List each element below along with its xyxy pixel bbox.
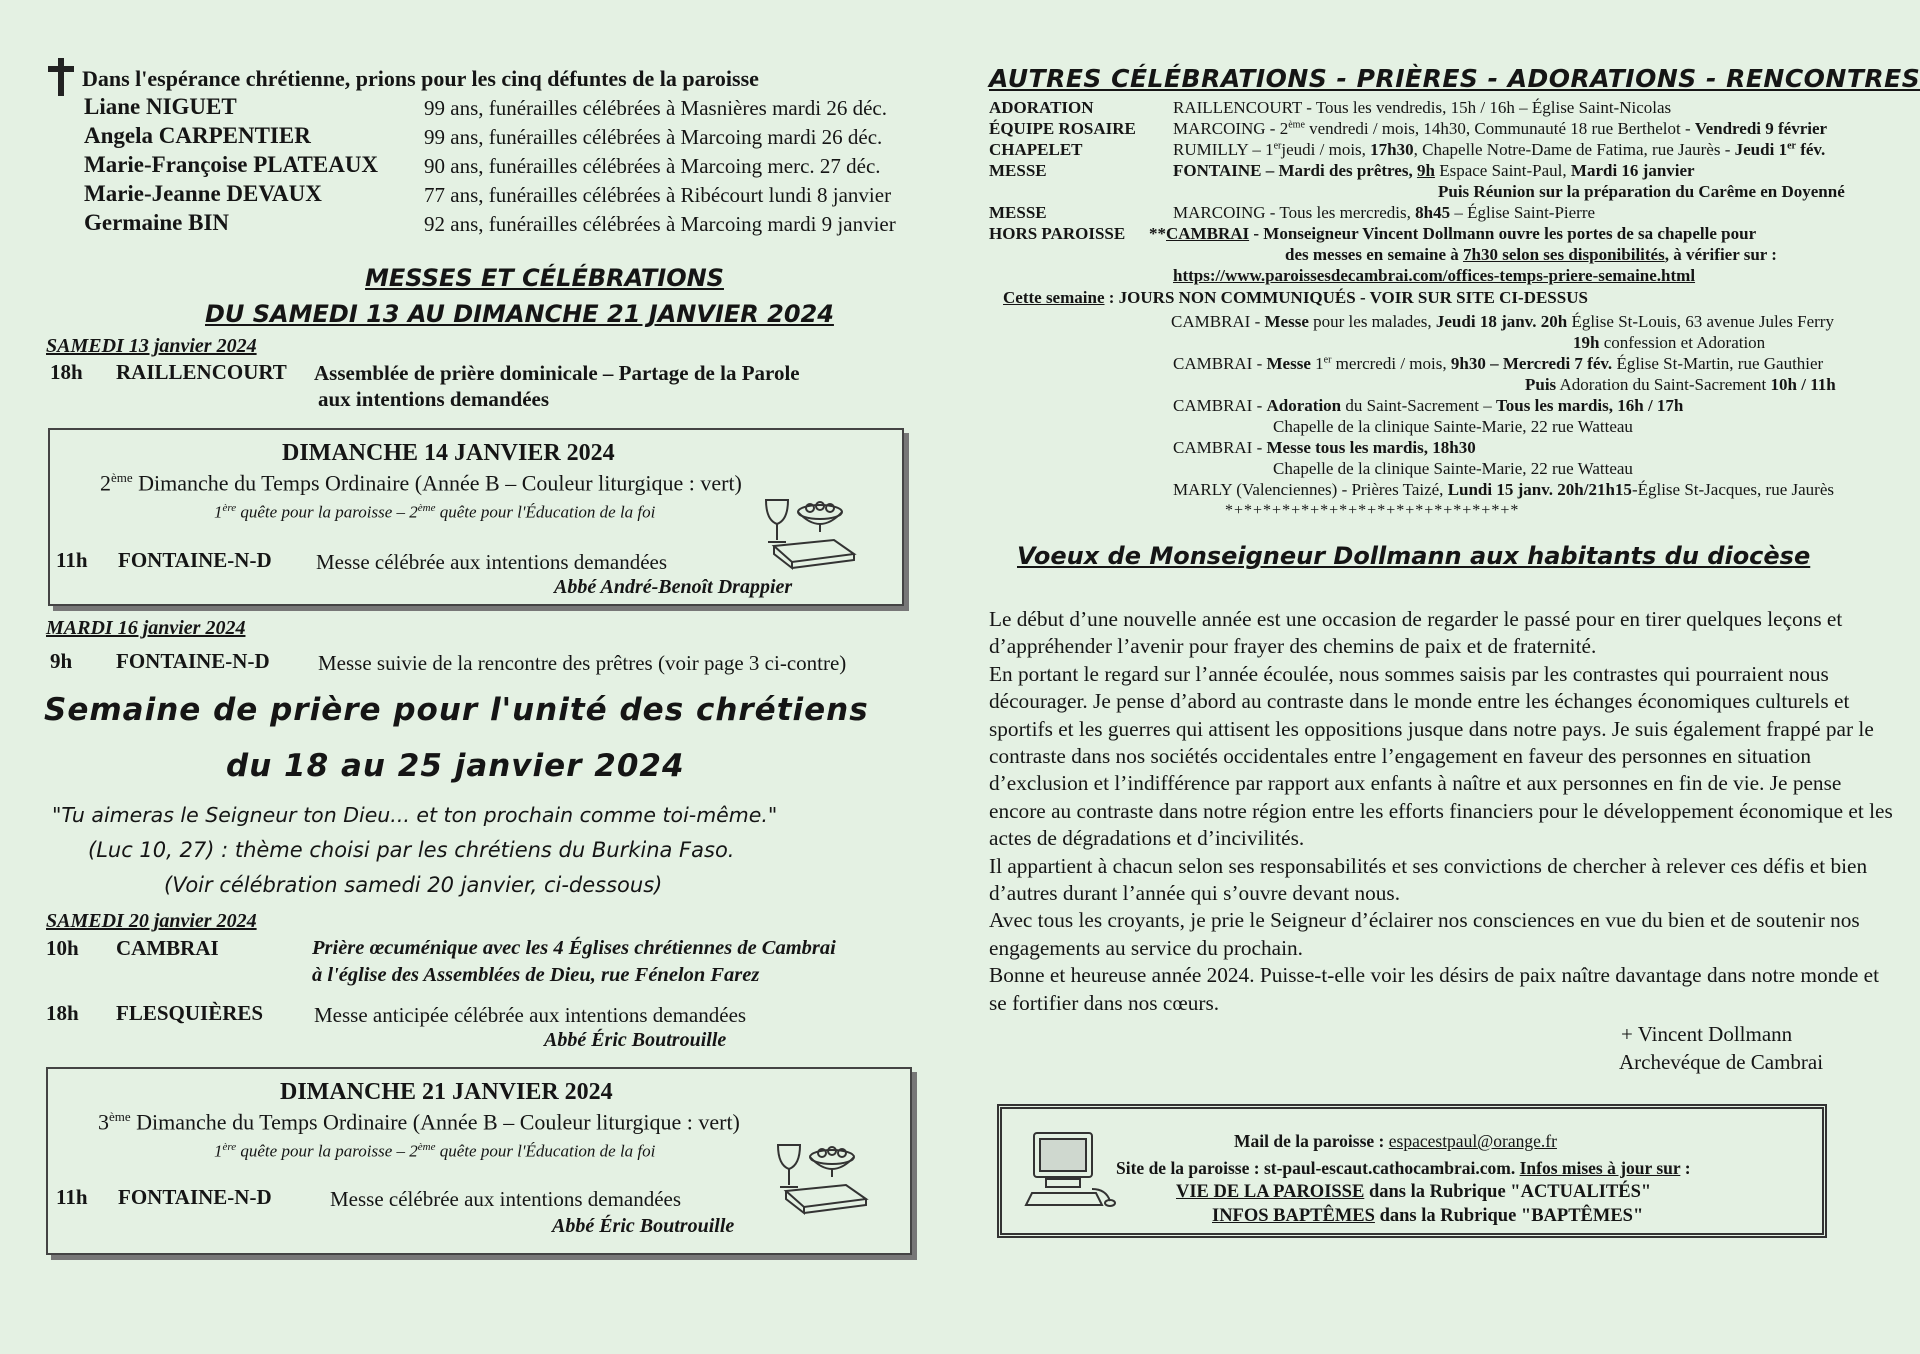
row-text: RAILLENCOURT - Tous les vendredis, 15h / 16h – Église Saint-Nicolas bbox=[1173, 98, 1672, 117]
text-part: jeudi / mois, bbox=[1281, 140, 1371, 159]
letter-paragraph: Avec tous les croyants, je prie le Seigneur d’éclairer nos consciences en vue du bien et de soutenir nos engagements au service du prochain. bbox=[989, 908, 1860, 960]
row-label: MESSE bbox=[989, 203, 1047, 222]
text-part: CAMBRAI - bbox=[1171, 312, 1265, 331]
sunday-ordinal-suffix: ème bbox=[109, 1109, 131, 1124]
contact-box bbox=[997, 1104, 1827, 1238]
row-text bbox=[1171, 312, 1834, 332]
masses-title: MESSES ET CÉLÉBRATIONS bbox=[365, 264, 724, 292]
letter-paragraph: Le début d’une nouvelle année est une occasion de regarder le passé pour en tirer quelques leçons et d’appréhender l’avenir pour frayer des chemins de paix et de fraternité. bbox=[989, 607, 1843, 659]
sunday-ordinal: 2 bbox=[100, 470, 111, 496]
text-part: MARCOING - Tous les mercredis, bbox=[1173, 203, 1416, 222]
baptism-line bbox=[1212, 1206, 1643, 1227]
date-heading: SAMEDI 13 janvier 2024 bbox=[46, 335, 257, 357]
unity-week-title: Semaine de prière pour l'unité des chrétiens bbox=[44, 692, 869, 728]
sunday-box bbox=[46, 1067, 912, 1255]
wishes-title: Voeux de Monseigneur Dollmann aux habitants du diocèse bbox=[1017, 542, 1811, 570]
collection-note-part: quête pour l'Éducation de la foi bbox=[435, 502, 656, 522]
text-part: Tous les mardis, 16h / 17h bbox=[1496, 396, 1684, 415]
unity-see-celebration: (Voir célébration samedi 20 janvier, ci-dessous) bbox=[164, 873, 663, 897]
baptism-rubric: dans la Rubrique "BAPTÊMES" bbox=[1374, 1206, 1644, 1226]
mass-place: CAMBRAI bbox=[116, 936, 219, 960]
text-part: 9h30 – Mercredi 7 fév. bbox=[1450, 354, 1613, 373]
deceased-detail: 99 ans, funérailles célébrées à Marcoing mardi 26 déc. bbox=[424, 125, 883, 149]
text-part: RUMILLY – 1 bbox=[1173, 140, 1274, 159]
text-part: – Église Saint-Pierre bbox=[1450, 203, 1596, 222]
text-part: confession et Adoration bbox=[1599, 333, 1766, 352]
text-sup: er bbox=[1323, 354, 1332, 366]
deceased-detail: 90 ans, funérailles célébrées à Marcoing merc. 27 déc. bbox=[424, 154, 881, 178]
text-part: Église St-Martin, rue Gauthier bbox=[1612, 354, 1824, 373]
unity-quote: "Tu aimeras le Seigneur ton Dieu... et ton prochain comme toi-même." bbox=[52, 803, 778, 827]
other-celebrations-title: AUTRES CÉLÉBRATIONS - PRIÈRES - ADORATIONS - RENCONTRES bbox=[989, 64, 1920, 93]
mass-place: FONTAINE-N-D bbox=[116, 649, 270, 673]
text-part: 10h / 11h bbox=[1770, 375, 1836, 394]
baptism-link[interactable]: INFOS BAPTÊMES bbox=[1212, 1206, 1375, 1226]
mail-line bbox=[1234, 1131, 1557, 1152]
site-line bbox=[1116, 1158, 1691, 1179]
mass-description: Messe anticipée célébrée aux intentions demandées bbox=[314, 1003, 747, 1027]
deceased-name: Germaine BIN bbox=[84, 210, 230, 235]
collection-note-part: 1 bbox=[214, 1141, 223, 1161]
mass-time: 10h bbox=[46, 936, 79, 960]
text-part: CAMBRAI - bbox=[1173, 396, 1267, 415]
text-part: FONTAINE – Mardi des prêtres, bbox=[1173, 161, 1417, 180]
deceased-name: Liane NIGUET bbox=[84, 94, 237, 119]
collection-note bbox=[214, 1141, 655, 1162]
collection-note-sup: ème bbox=[417, 502, 436, 514]
deceased-detail: 77 ans, funérailles célébrées à Ribécourt lundi 8 janvier bbox=[424, 183, 892, 207]
offices-link[interactable]: https://www.paroissesdecambrai.com/offices-temps-priere-semaine.html bbox=[1173, 266, 1696, 285]
news-rubric: dans la Rubrique "ACTUALITÉS" bbox=[1364, 1182, 1652, 1202]
row-text bbox=[1173, 480, 1834, 500]
text-part: CAMBRAI bbox=[1166, 224, 1250, 243]
collection-note-part: quête pour la paroisse – 2 bbox=[236, 502, 418, 522]
mail-link[interactable]: espacestpaul@orange.fr bbox=[1388, 1131, 1557, 1151]
row-label: CHAPELET bbox=[989, 140, 1083, 159]
text-sup: er bbox=[1273, 140, 1282, 152]
collection-note-sup: ère bbox=[222, 502, 237, 514]
row-text bbox=[1173, 161, 1695, 181]
row-text: Chapelle de la clinique Sainte-Marie, 22 rue Watteau bbox=[1273, 459, 1633, 478]
text-part: Vendredi 9 février bbox=[1694, 119, 1828, 138]
date-heading: MARDI 16 janvier 2024 bbox=[46, 617, 246, 639]
collection-note-sup: ère bbox=[222, 1141, 237, 1153]
text-part: 8h45 bbox=[1415, 203, 1451, 222]
news-line bbox=[1176, 1182, 1651, 1203]
text-part: Mardi 16 janvier bbox=[1570, 161, 1695, 180]
sunday-title: DIMANCHE 21 JANVIER 2024 bbox=[280, 1079, 613, 1105]
letter-paragraph: Il appartient à chacun selon ses responsabilités et ses convictions de chercher à relever ces défis et bien d’autres durant l’année qui s’ouvre devant nous. bbox=[989, 853, 1868, 906]
celebrant: Abbé André-Benoît Drappier bbox=[554, 576, 793, 598]
text-part: , à vérifier sur : bbox=[1664, 245, 1777, 264]
text-part: , Chapelle Notre-Dame de Fatima, rue Jaurès - bbox=[1413, 140, 1735, 159]
row-text bbox=[1149, 224, 1756, 244]
sunday-title: DIMANCHE 14 JANVIER 2024 bbox=[282, 440, 615, 466]
mass-place: FONTAINE-N-D bbox=[118, 1185, 272, 1209]
deceased-detail: 92 ans, funérailles célébrées à Marcoing mardi 9 janvier bbox=[424, 212, 896, 236]
row-text bbox=[1173, 396, 1683, 416]
mass-description: Assemblée de prière dominicale – Partage de la Parole bbox=[314, 361, 800, 385]
text-sup: ème bbox=[1288, 119, 1305, 131]
deceased-name: Marie-Françoise PLATEAUX bbox=[84, 152, 379, 177]
text-part: Messe bbox=[1264, 312, 1309, 331]
chalice-bible-icon bbox=[774, 1141, 874, 1221]
mass-time: 9h bbox=[50, 649, 73, 673]
row-text bbox=[1525, 375, 1836, 395]
masses-subtitle: DU SAMEDI 13 AU DIMANCHE 21 JANVIER 2024 bbox=[205, 300, 834, 328]
text-part: Messe tous les mardis, 18h30 bbox=[1266, 438, 1476, 457]
sunday-box bbox=[48, 428, 904, 606]
mass-place: FONTAINE-N-D bbox=[118, 548, 272, 572]
collection-note-part: quête pour l'Éducation de la foi bbox=[435, 1141, 656, 1161]
collection-note-part: quête pour la paroisse – 2 bbox=[236, 1141, 418, 1161]
site-label: Site de la paroisse : st-paul-escaut.cathocambrai.com. bbox=[1116, 1158, 1520, 1178]
row-text bbox=[1173, 140, 1825, 160]
chalice-bible-icon bbox=[762, 496, 862, 576]
row-text bbox=[1173, 354, 1823, 374]
row-text bbox=[1573, 333, 1765, 353]
row-text: Chapelle de la clinique Sainte-Marie, 22 rue Watteau bbox=[1273, 417, 1633, 436]
wishes-letter bbox=[989, 606, 1899, 1017]
row-label: HORS PAROISSE bbox=[989, 224, 1126, 243]
text-part: Espace Saint-Paul, bbox=[1434, 161, 1571, 180]
signature-role: Archevéque de Cambrai bbox=[1619, 1050, 1824, 1074]
text-part: Messe bbox=[1266, 354, 1311, 373]
mail-label: Mail de la paroisse : bbox=[1234, 1131, 1389, 1151]
mass-description: Messe célébrée aux intentions demandées bbox=[316, 550, 668, 574]
text-part: des messes en semaine à bbox=[1285, 245, 1464, 264]
mass-description: Messe suivie de la rencontre des prêtres (voir page 3 ci-contre) bbox=[318, 651, 847, 675]
text-part: pour les malades, bbox=[1308, 312, 1436, 331]
deceased-name: Angela CARPENTIER bbox=[84, 123, 311, 148]
row-text bbox=[1003, 288, 1588, 308]
deceased-detail: 99 ans, funérailles célébrées à Masnières mardi 26 déc. bbox=[424, 96, 887, 120]
mass-description: aux intentions demandées bbox=[318, 387, 550, 411]
letter-paragraph: En portant le regard sur l’année écoulée, nous sommes saisis par les contrastes qui pourraient nous décourager. Je pense d’abord au contraste dans le monde entre les échanges économiques culturels et sportifs et les guerres qui attisent les oppositions jusque dans notre pays. Je suis également frappé par le contraste dans nos sociétés occidentales entre l’engagement en faveur des personnes en situation d’exclusion et l’indifférence par rapport aux enfants à naître et aux personnes en fin de vie. Je pense encore au contraste dans notre région entre les efforts financiers pour le développement économique et les actes de dégradations et d’incivilités. bbox=[989, 661, 1893, 851]
mass-time: 11h bbox=[56, 1185, 88, 1209]
text-part: MARLY (Valenciennes) - Prières Taizé, bbox=[1173, 480, 1448, 499]
mass-time: 18h bbox=[50, 360, 83, 384]
text-part: fév. bbox=[1795, 140, 1826, 159]
row-text bbox=[1173, 438, 1476, 458]
mass-description: à l'église des Assemblées de Dieu, rue Fénelon Farez bbox=[312, 964, 760, 986]
collection-note-sup: ème bbox=[417, 1141, 436, 1153]
collection-note-part: 1 bbox=[214, 502, 223, 522]
text-part: 1 bbox=[1310, 354, 1324, 373]
mass-time: 11h bbox=[56, 548, 88, 572]
text-part: Jeudi 18 janv. 20h bbox=[1435, 312, 1568, 331]
text-part: Lundi 15 janv. 20h/21h15 bbox=[1447, 480, 1632, 499]
text-part: -Église St-Jacques, rue Jaurès bbox=[1631, 480, 1834, 499]
text-part: 19h bbox=[1573, 333, 1600, 352]
row-label: ÉQUIPE ROSAIRE bbox=[989, 119, 1136, 138]
mass-description: Messe célébrée aux intentions demandées bbox=[330, 1187, 682, 1211]
computer-icon bbox=[1028, 1131, 1118, 1211]
sunday-subtitle bbox=[98, 1109, 740, 1135]
celebrant: Abbé Éric Boutrouille bbox=[544, 1029, 727, 1051]
unity-week-dates: du 18 au 25 janvier 2024 bbox=[226, 748, 685, 784]
sunday-ordinal-text: Dimanche du Temps Ordinaire (Année B – Couleur liturgique : vert) bbox=[132, 470, 742, 496]
row-text bbox=[1285, 245, 1777, 265]
mass-place: RAILLENCOURT bbox=[116, 360, 287, 384]
row-label: MESSE bbox=[989, 161, 1047, 180]
deceased-intro: Dans l'espérance chrétienne, prions pour les cinq défuntes de la paroisse bbox=[82, 66, 759, 91]
sunday-ordinal-text: Dimanche du Temps Ordinaire (Année B – Couleur liturgique : vert) bbox=[130, 1109, 740, 1135]
date-heading: SAMEDI 20 janvier 2024 bbox=[46, 910, 257, 932]
text-part: mercredi / mois, bbox=[1331, 354, 1451, 373]
text-part: Église St-Louis, 63 avenue Jules Ferry bbox=[1567, 312, 1834, 331]
collection-note bbox=[214, 502, 655, 523]
news-link[interactable]: VIE DE LA PAROISSE bbox=[1176, 1182, 1365, 1202]
text-part: 17h30 bbox=[1370, 140, 1414, 159]
signature: + Vincent Dollmann bbox=[1621, 1022, 1793, 1046]
text-part: Jeudi 1 bbox=[1734, 140, 1788, 159]
text-part: Puis bbox=[1525, 375, 1557, 394]
text-part: MARCOING - 2 bbox=[1173, 119, 1289, 138]
deceased-name: Marie-Jeanne DEVAUX bbox=[84, 181, 322, 206]
sunday-subtitle bbox=[100, 470, 742, 496]
text-part: vendredi / mois, 14h30, Communauté 18 rue Berthelot - bbox=[1304, 119, 1695, 138]
text-part: Adoration bbox=[1266, 396, 1342, 415]
mass-place: FLESQUIÈRES bbox=[116, 1001, 264, 1025]
unity-theme: (Luc 10, 27) : thème choisi par les chrétiens du Burkina Faso. bbox=[88, 838, 735, 862]
text-part: du Saint-Sacrement – bbox=[1341, 396, 1496, 415]
text-part: - Monseigneur Vincent Dollmann ouvre les portes de sa chapelle pour bbox=[1249, 224, 1757, 243]
text-part: 7h30 selon ses disponibilités bbox=[1463, 245, 1665, 264]
infos-colon: : bbox=[1680, 1158, 1691, 1178]
row-text bbox=[1173, 119, 1827, 139]
text-part: : JOURS NON COMMUNIQUÉS - VOIR SUR SITE CI-DESSUS bbox=[1104, 288, 1588, 307]
text-part: CAMBRAI - bbox=[1173, 354, 1267, 373]
celebrant: Abbé Éric Boutrouille bbox=[552, 1215, 735, 1237]
text-part: ** bbox=[1149, 224, 1166, 243]
text-part: Adoration du Saint-Sacrement bbox=[1556, 375, 1771, 394]
sunday-ordinal-suffix: ème bbox=[111, 470, 133, 485]
infos-link[interactable]: Infos mises à jour sur bbox=[1519, 1158, 1681, 1178]
row-label: ADORATION bbox=[989, 98, 1094, 117]
row-text bbox=[1173, 203, 1595, 223]
text-sup: er bbox=[1787, 140, 1796, 152]
text-part: 9h bbox=[1416, 161, 1435, 180]
sunday-ordinal: 3 bbox=[98, 1109, 109, 1135]
mass-description: Prière œcuménique avec les 4 Églises chrétiennes de Cambrai bbox=[312, 937, 836, 959]
star-divider: *+*+*+*+*+*+*+*+*+*+*+*+*+*+*+* bbox=[1225, 502, 1520, 519]
text-part: Cette semaine bbox=[1003, 288, 1105, 307]
letter-paragraph: Bonne et heureuse année 2024. Puisse-t-elle voir les désirs de paix naître davantage dans notre monde et se fortifier dans nos cœurs. bbox=[989, 963, 1880, 1015]
text-part: CAMBRAI - bbox=[1173, 438, 1267, 457]
row-text: Puis Réunion sur la préparation du Carême en Doyenné bbox=[1438, 182, 1845, 201]
cross-icon bbox=[48, 58, 74, 96]
mass-time: 18h bbox=[46, 1001, 79, 1025]
